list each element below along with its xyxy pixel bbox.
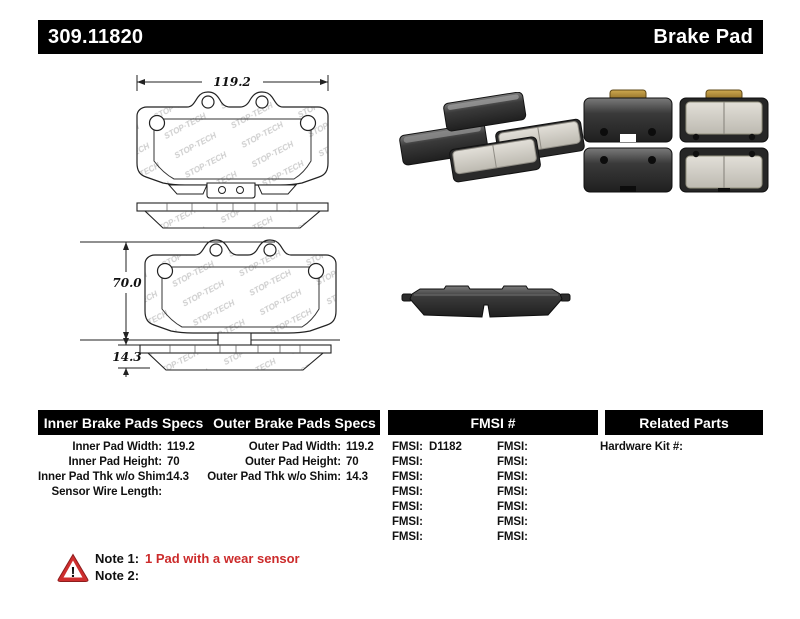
- inner-specs-column: [38, 440, 195, 500]
- pad-back-bottom-left: [584, 148, 672, 192]
- fmsi-column-2: [497, 440, 534, 545]
- fmsi-label: FMSI:: [392, 531, 423, 543]
- pad-front-view-1: [137, 92, 328, 185]
- spec-row: [205, 470, 374, 485]
- spec-value: 14.3: [346, 471, 368, 483]
- pad-profile-view-2: [140, 345, 331, 370]
- fmsi-header-bar: [388, 410, 598, 435]
- photo-pad-edge: [390, 272, 582, 328]
- pad-front-view-2: [145, 240, 336, 333]
- fmsi-row: [497, 500, 534, 515]
- warning-triangle-icon: [56, 552, 90, 584]
- pad-photo-grid: [584, 90, 768, 192]
- technical-drawing: [60, 65, 350, 385]
- spec-label: Outer Pad Thk w/o Shim:: [207, 471, 341, 483]
- related-row: [600, 440, 688, 455]
- fmsi-label: FMSI:: [497, 441, 528, 453]
- pad-edge-view: [402, 286, 570, 317]
- fmsi-label: FMSI:: [392, 486, 423, 498]
- note1-label: Note 1:: [95, 551, 140, 566]
- spec-label: Sensor Wire Length:: [51, 486, 162, 498]
- fmsi-label: FMSI:: [497, 531, 528, 543]
- outer-specs-header: Outer Brake Pads Specs: [213, 414, 376, 431]
- fmsi-label: FMSI:: [392, 516, 423, 528]
- spec-row: [38, 470, 195, 485]
- thickness-dim-label: 14.3: [112, 350, 142, 364]
- inner-specs-header: Inner Brake Pads Specs: [43, 414, 204, 431]
- fmsi-row: [497, 470, 534, 485]
- pad-face-top-right: [680, 98, 768, 142]
- fmsi-label: FMSI:: [497, 456, 528, 468]
- thickness-dimension: [112, 336, 150, 377]
- spec-label: Inner Pad Height:: [68, 456, 162, 468]
- fmsi-row: [392, 500, 462, 515]
- spec-label: Outer Pad Height:: [244, 456, 341, 468]
- page-title: Brake Pad: [653, 25, 753, 48]
- spec-row: [205, 440, 374, 455]
- fmsi-label: FMSI:: [497, 471, 528, 483]
- fmsi-label: FMSI:: [392, 456, 423, 468]
- spec-label: Inner Pad Width:: [72, 441, 162, 453]
- fmsi-row: [497, 440, 534, 455]
- fmsi-value: D1182: [429, 441, 462, 453]
- fmsi-header: FMSI #: [470, 414, 516, 431]
- related-parts-header: Related Parts: [639, 414, 729, 431]
- related-label: Hardware Kit #:: [600, 441, 683, 453]
- note1-text: 1 Pad with a wear sensor: [145, 551, 300, 566]
- spec-value: 119.2: [346, 441, 374, 453]
- related-parts-column: [600, 440, 688, 455]
- pad-profile-view-1: [137, 203, 328, 228]
- fmsi-column-1: [392, 440, 462, 545]
- width-dimension: [137, 75, 328, 91]
- fmsi-row: [497, 515, 534, 530]
- spec-value: 70: [167, 456, 180, 468]
- spec-label: Outer Pad Width:: [248, 441, 341, 453]
- fmsi-label: FMSI:: [497, 516, 528, 528]
- pad-back-top-left: [584, 98, 672, 142]
- fmsi-row: [497, 455, 534, 470]
- fmsi-row: [392, 485, 462, 500]
- fmsi-row: [497, 530, 534, 545]
- fmsi-label: FMSI:: [497, 501, 528, 513]
- specs-header-bar: [38, 410, 380, 435]
- height-dim-label: 70.0: [112, 276, 142, 290]
- outer-specs-column: [205, 440, 374, 485]
- fmsi-row: [392, 515, 462, 530]
- fmsi-label: FMSI:: [392, 441, 423, 453]
- width-dim-label: 119.2: [213, 75, 251, 89]
- part-number: 309.11820: [48, 25, 144, 48]
- spec-row: [38, 455, 195, 470]
- spec-value: 70: [346, 456, 359, 468]
- photo-pads-flat: [393, 92, 585, 188]
- warning-glyph: !: [70, 564, 76, 581]
- photo-pads-upright: [578, 88, 776, 198]
- fmsi-row: [392, 530, 462, 545]
- pad-bottom-shim-1: [169, 183, 296, 198]
- fmsi-row: [497, 485, 534, 500]
- fmsi-label: FMSI:: [392, 501, 423, 513]
- spec-row: [38, 440, 195, 455]
- fmsi-row: [392, 470, 462, 485]
- spec-label: Inner Pad Thk w/o Shim:: [38, 471, 170, 483]
- spec-row: [38, 485, 195, 500]
- fmsi-row: [392, 440, 462, 455]
- spec-value: 14.3: [167, 471, 189, 483]
- header-bar: [38, 20, 763, 54]
- fmsi-label: FMSI:: [392, 471, 423, 483]
- spec-value: 119.2: [167, 441, 195, 453]
- fmsi-label: FMSI:: [497, 486, 528, 498]
- spec-row: [205, 455, 374, 470]
- note2-label: Note 2:: [95, 568, 140, 583]
- fmsi-row: [392, 455, 462, 470]
- related-parts-header-bar: [605, 410, 763, 435]
- pad-face-bottom-right: [680, 148, 768, 192]
- pad-photo-back-2: [443, 92, 526, 132]
